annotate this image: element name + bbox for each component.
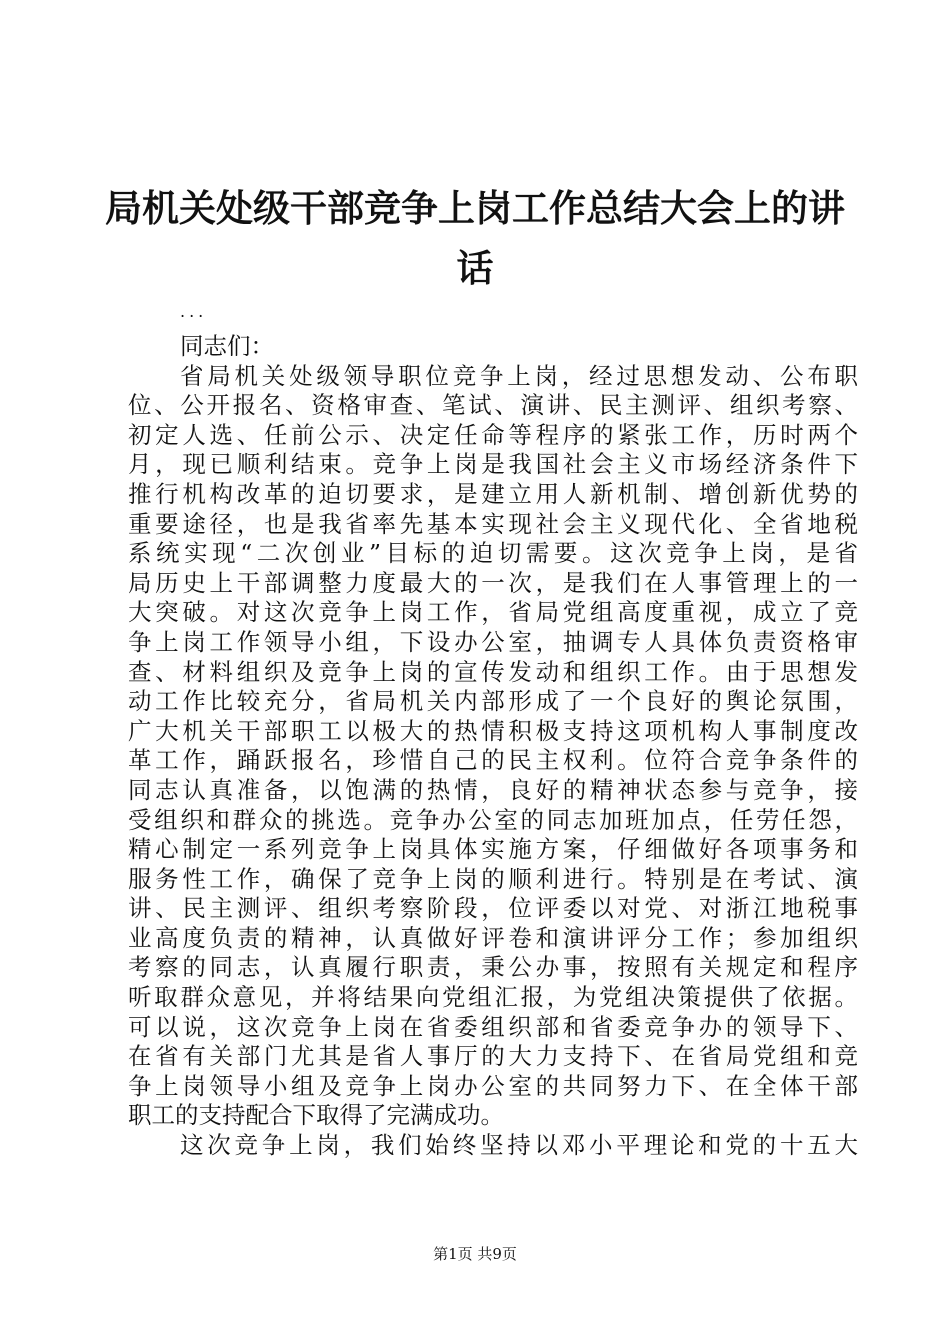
body-text-line: 系统实现“二次创业”目标的迫切需要。这次竞争上岗，是省 <box>128 539 858 568</box>
body-text-line: 省局机关处级领导职位竞争上岗，经过思想发动、公布职 <box>180 361 858 390</box>
document-title-line-2: 话 <box>456 246 494 290</box>
body-text-line: 位、公开报名、资格审查、笔试、演讲、民主测评、组织考察、 <box>128 391 858 420</box>
body-text-line: 革工作，踊跃报名，珍惜自己的民主权利。位符合竞争条件的 <box>128 746 858 775</box>
body-text-line: 推行机构改革的迫切要求，是建立用人新机制、增创新优势的 <box>128 479 858 508</box>
body-text-line: 同志认真准备，以饱满的热情，良好的精神状态参与竞争，接 <box>128 775 858 804</box>
body-text-line: 讲、民主测评、组织考察阶段，位评委以对党、对浙江地税事 <box>128 894 858 923</box>
body-text-line: 查、材料组织及竞争上岗的宣传发动和组织工作。由于思想发 <box>128 657 858 686</box>
page-footer: 第1页 共9页 <box>433 1245 517 1263</box>
body-text-line: 职工的支持配合下取得了完满成功。 <box>128 1101 504 1130</box>
body-text-line: 局历史上干部调整力度最大的一次，是我们在人事管理上的一 <box>128 568 858 597</box>
body-text-line: 重要途径，也是我省率先基本实现社会主义现代化、全省地税 <box>128 509 858 538</box>
body-text-line: 这次竞争上岗，我们始终坚持以邓小平理论和党的十五大 <box>180 1131 858 1160</box>
body-text-line: 争上岗工作领导小组，下设办公室，抽调专人具体负责资格审 <box>128 627 858 656</box>
body-text-line: 考察的同志，认真履行职责，秉公办事，按照有关规定和程序 <box>128 953 858 982</box>
body-text-line: 初定人选、任前公示、决定任命等程序的紧张工作，历时两个 <box>128 420 858 449</box>
document-body <box>128 332 858 1161</box>
body-text-line: 可以说，这次竞争上岗在省委组织部和省委竞争办的领导下、 <box>128 1012 858 1041</box>
ellipsis-marker: ... <box>180 302 208 321</box>
body-text-line: 在省有关部门尤其是省人事厅的大力支持下、在省局党组和竞 <box>128 1042 858 1071</box>
greeting: 同志们： <box>180 332 274 360</box>
body-text-line: 受组织和群众的挑选。竞争办公室的同志加班加点，任劳任怨， <box>128 805 858 834</box>
body-text-line: 广大机关干部职工以极大的热情积极支持这项机构人事制度改 <box>128 716 858 745</box>
body-text-line: 精心制定一系列竞争上岗具体实施方案，仔细做好各项事务和 <box>128 835 858 864</box>
body-text-line: 听取群众意见，并将结果向党组汇报，为党组决策提供了依据。 <box>128 983 858 1012</box>
document-title-line-1: 局机关处级干部竞争上岗工作总结大会上的讲 <box>105 186 845 230</box>
body-text-line: 大突破。对这次竞争上岗工作，省局党组高度重视，成立了竞 <box>128 598 858 627</box>
body-text-line: 争上岗领导小组及竞争上岗办公室的共同努力下、在全体干部 <box>128 1071 858 1100</box>
body-text-line: 月，现已顺利结束。竞争上岗是我国社会主义市场经济条件下 <box>128 450 858 479</box>
body-text-line: 动工作比较充分，省局机关内部形成了一个良好的舆论氛围， <box>128 687 858 716</box>
body-text-line: 服务性工作，确保了竞争上岗的顺利进行。特别是在考试、演 <box>128 864 858 893</box>
body-text-line: 业高度负责的精神，认真做好评卷和演讲评分工作；参加组织 <box>128 923 858 952</box>
